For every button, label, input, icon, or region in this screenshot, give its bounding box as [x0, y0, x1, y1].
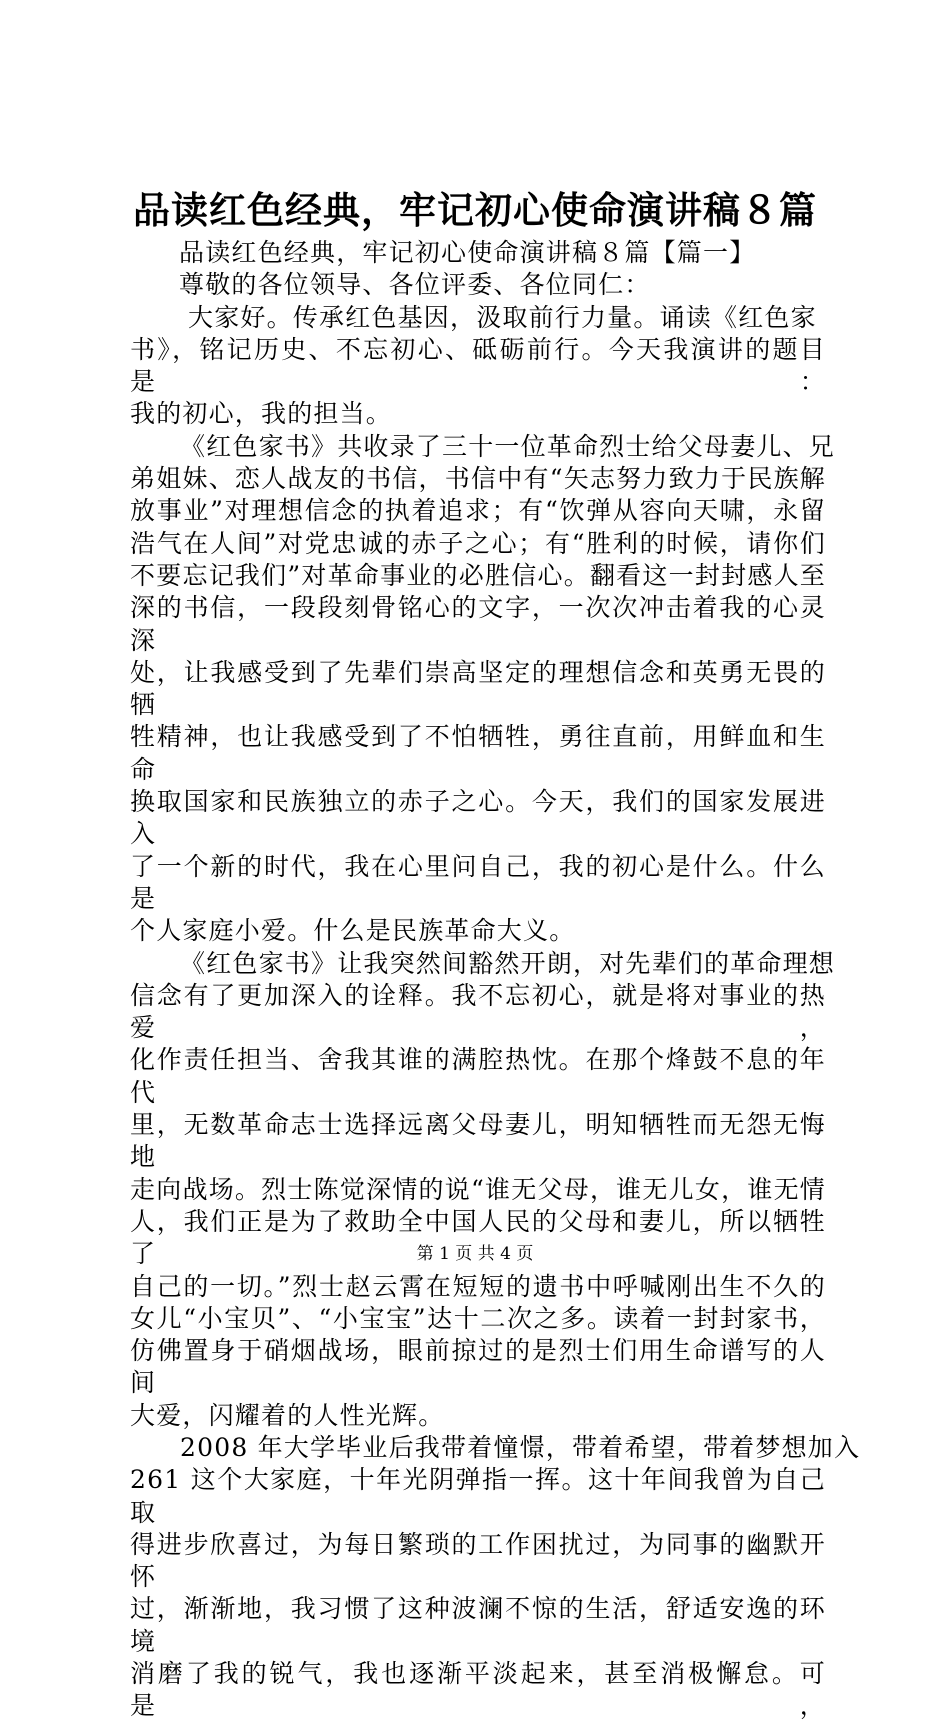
- paragraph-line: 走向战场。烈士陈觉深情的说“谁无父母，谁无儿女，谁无情: [130, 1174, 826, 1204]
- paragraph: [130, 948, 836, 1432]
- paragraph-line: 《红色家书》让我突然间豁然开朗，对先辈们的革命理想: [180, 948, 836, 978]
- paragraph-line: 深的书信，一段段刻骨铭心的文字，一次次冲击着我的心灵深: [130, 593, 826, 655]
- paragraph-line: 里，无数革命志士选择远离父母妻儿，明知牺牲而无怨无悔地: [130, 1110, 826, 1172]
- paragraph-line: 个人家庭小爱。什么是民族革命大义。: [130, 916, 576, 946]
- document-title: 品读红色经典，牢记初心使命演讲稿８篇: [133, 188, 817, 232]
- paragraph-line: 了一个新的时代，我在心里问自己，我的初心是什么。什么是: [130, 851, 826, 913]
- paragraph-line: 过，渐渐地，我习惯了这种波澜不惊的生活，舒适安逸的环境: [130, 1594, 826, 1656]
- paragraph-line: 牲精神，也让我感受到了不怕牺牲，勇往直前，用鲜血和生命: [130, 722, 826, 784]
- paragraph-line: 消磨了我的锐气，我也逐渐平淡起来，甚至消极懈怠。可是，: [130, 1659, 826, 1721]
- paragraph: [130, 302, 826, 431]
- paragraph-line: 书》，铭记历史、不忘初心、砥砺前行。今天我演讲的题目是：: [130, 334, 826, 397]
- paragraph-line: 得进步欣喜过，为每日繁琐的工作困扰过，为同事的幽默开怀: [130, 1529, 826, 1592]
- paragraph-line: 放事业”对理想信念的执着追求；有“饮弹从容向天啸，永留: [130, 496, 826, 526]
- paragraph-line: 大家好。传承红色基因，汲取前行力量。诵读《红色家: [188, 302, 817, 332]
- page-number-footer: 第 1 页 共 4 页: [416, 1244, 534, 1264]
- paragraph-line: 我的初心，我的担当。: [130, 399, 393, 429]
- paragraph-line: 261 这个大家庭，十年光阴弹指一挥。这十年间我曾为自己取: [130, 1465, 826, 1527]
- paragraph-line: 处，让我感受到了先辈们崇高坚定的理想信念和英勇无畏的牺: [130, 657, 826, 720]
- paragraph: [130, 431, 836, 948]
- paragraph-line: 浩气在人间”对党忠诚的赤子之心；有“胜利的时候，请你们: [130, 528, 826, 558]
- paragraph-line: 换取国家和民族独立的赤子之心。今天，我们的国家发展进入: [130, 787, 826, 849]
- greeting: 尊敬的各位领导、各位评委、各位同仁：: [179, 270, 651, 300]
- paragraph-line: 仿佛置身于硝烟战场，眼前掠过的是烈士们用生命谱写的人间: [130, 1336, 826, 1398]
- paragraph-line: 人，我们正是为了救助全中国人民的父母和妻儿，所以牺牲了: [130, 1206, 826, 1269]
- paragraph-line: 化作责任担当、舍我其谁的满腔热忱。在那个烽鼓不息的年代: [130, 1045, 826, 1107]
- paragraph-line: 2008 年大学毕业后我带着憧憬，带着希望，带着梦想加入: [180, 1432, 861, 1462]
- paragraph-line: 不要忘记我们”对革命事业的必胜信心。翻看这一封封感人至: [130, 560, 826, 590]
- paragraph-line: 自己的一切。”烈士赵云霄在短短的遗书中呼喊刚出生不久的: [130, 1271, 826, 1301]
- paragraph-line: 信念有了更加深入的诠释。我不忘初心，就是将对事业的热爱，: [130, 980, 826, 1043]
- paragraph-line: 弟姐妹、恋人战友的书信，书信中有“矢志努力致力于民族解: [130, 464, 826, 494]
- paragraph: [130, 1432, 861, 1723]
- paragraph-line: 《红色家书》共收录了三十一位革命烈士给父母妻儿、兄: [180, 431, 836, 461]
- paragraph-line: 女儿“小宝贝”、“小宝宝”达十二次之多。读着一封封家书，: [130, 1303, 826, 1333]
- document-body: [130, 237, 861, 1723]
- section-heading: 品读红色经典，牢记初心使命演讲稿８篇【篇一】: [179, 238, 756, 267]
- paragraph-line: 大爱，闪耀着的人性光辉。: [130, 1400, 445, 1430]
